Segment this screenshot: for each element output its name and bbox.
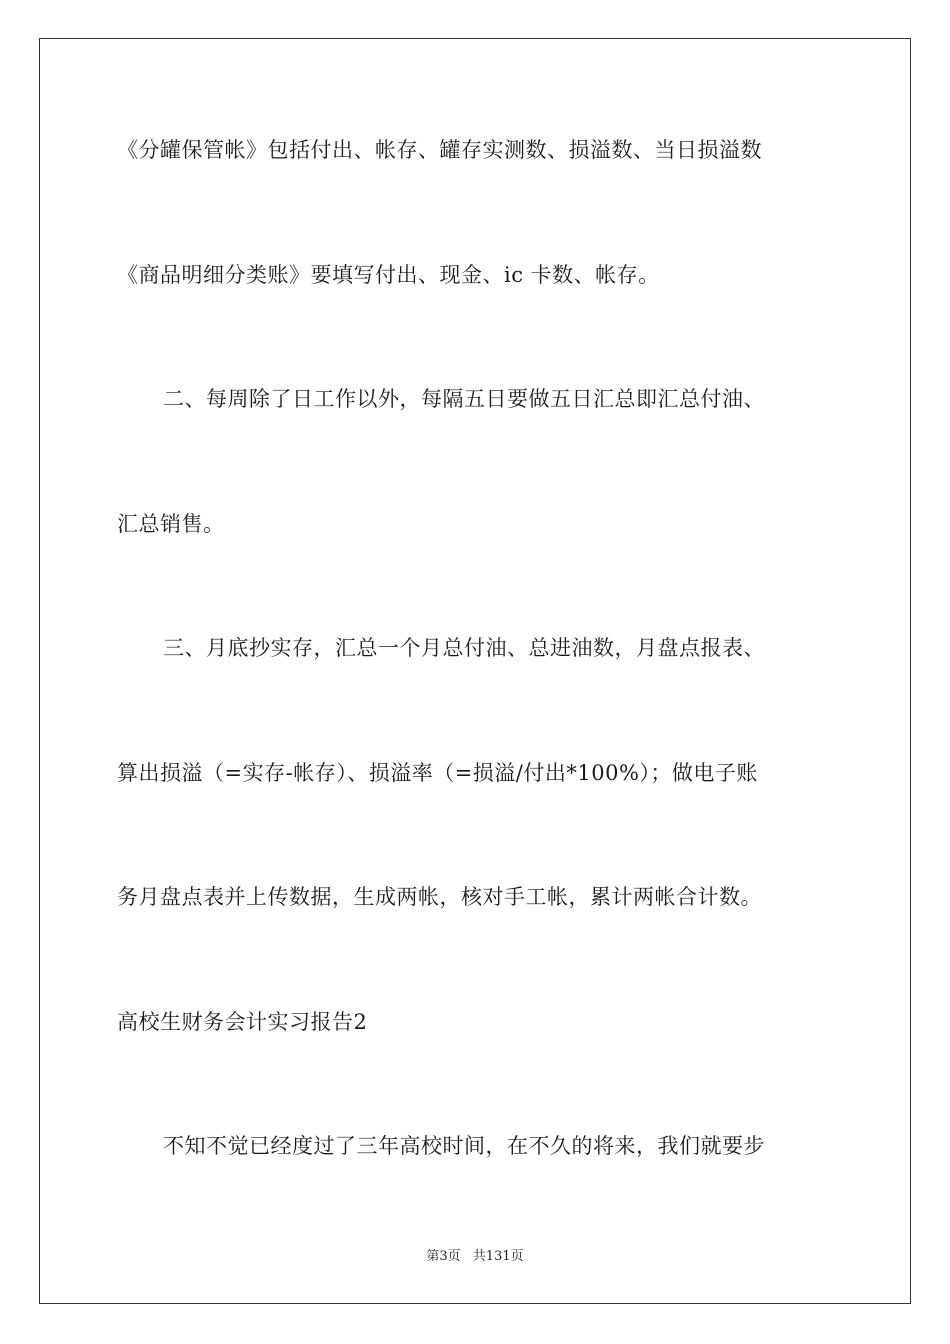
text-line: 汇总销售。 bbox=[117, 512, 225, 536]
text-line: 二、每周除了日工作以外，每隔五日要做五日汇总即汇总付油、 bbox=[163, 387, 765, 411]
page-border bbox=[39, 38, 911, 1304]
text-line: 《分罐保管帐》包括付出、帐存、罐存实测数、损溢数、当日损溢数 bbox=[117, 138, 762, 162]
page-footer bbox=[0, 1248, 950, 1266]
text-line: 算出损溢（=实存-帐存）、损溢率（=损溢/付出*100%）；做电子账 bbox=[117, 761, 758, 785]
text-line: 《商品明细分类账》要填写付出、现金、ic 卡数、帐存。 bbox=[117, 263, 660, 287]
text-line: 不知不觉已经度过了三年高校时间，在不久的将来，我们就要步 bbox=[163, 1134, 765, 1158]
page-number: 第3页 bbox=[426, 1249, 461, 1264]
text-line: 三、月底抄实存，汇总一个月总付油、总进油数，月盘点报表、 bbox=[163, 636, 765, 660]
text-line: 务月盘点表并上传数据，生成两帐，核对手工帐，累计两帐合计数。 bbox=[117, 885, 762, 909]
section-heading: 高校生财务会计实习报告2 bbox=[117, 1010, 368, 1034]
page-total: 共131页 bbox=[472, 1249, 524, 1264]
